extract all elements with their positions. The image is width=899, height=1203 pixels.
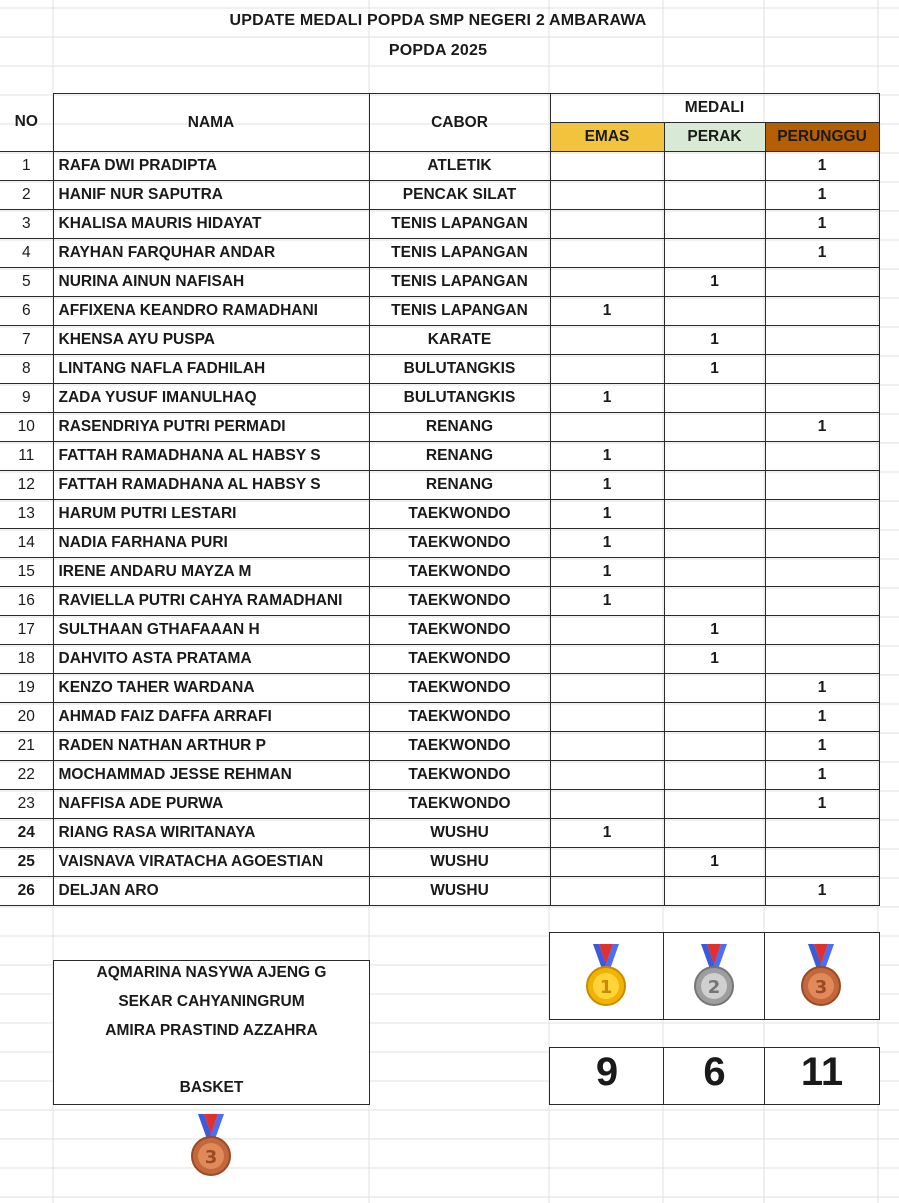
sport-name: RENANG	[369, 413, 550, 442]
row-number: 19	[0, 674, 53, 703]
gold-count: 1	[550, 442, 664, 471]
athlete-name: SULTHAAN GTHAFAAAN H	[53, 616, 369, 645]
athlete-name: VAISNAVA VIRATACHA AGOESTIAN	[53, 848, 369, 877]
gold-count: 1	[550, 819, 664, 848]
silver-count	[664, 819, 765, 848]
row-number: 8	[0, 355, 53, 384]
sport-name: KARATE	[369, 326, 550, 355]
sport-name: ATLETIK	[369, 152, 550, 181]
athlete-name: NURINA AINUN NAFISAH	[53, 268, 369, 297]
bronze-count	[765, 819, 879, 848]
row-number: 9	[0, 384, 53, 413]
table-row	[0, 703, 879, 732]
bronze-count: 1	[765, 877, 879, 906]
row-number: 4	[0, 239, 53, 268]
bronze-count: 1	[765, 210, 879, 239]
total-perak-cell	[663, 1047, 766, 1105]
gold-count: 1	[550, 587, 664, 616]
row-number: 13	[0, 500, 53, 529]
table-row	[0, 877, 879, 906]
bronze-count	[765, 268, 879, 297]
bronze-count	[765, 616, 879, 645]
athlete-name: NADIA FARHANA PURI	[53, 529, 369, 558]
sport-name: TAEKWONDO	[369, 645, 550, 674]
sport-name: TAEKWONDO	[369, 587, 550, 616]
athlete-name: RAVIELLA PUTRI CAHYA RAMADHANI	[53, 587, 369, 616]
header-medali: MEDALI	[550, 94, 879, 123]
sport-name: WUSHU	[369, 819, 550, 848]
sport-name: BULUTANGKIS	[369, 384, 550, 413]
bronze-count	[765, 529, 879, 558]
table-row	[0, 645, 879, 674]
team-cabor: BASKET	[179, 1079, 244, 1096]
bronze-count	[765, 384, 879, 413]
total-emas-cell	[549, 1047, 665, 1105]
sport-name: TENIS LAPANGAN	[369, 210, 550, 239]
table-row	[0, 152, 879, 181]
sport-name: TAEKWONDO	[369, 616, 550, 645]
silver-count	[664, 239, 765, 268]
table-row	[0, 790, 879, 819]
row-number: 16	[0, 587, 53, 616]
bronze-count	[765, 355, 879, 384]
silver-count: 1	[664, 645, 765, 674]
row-number: 1	[0, 152, 53, 181]
gold-count	[550, 326, 664, 355]
silver-medal-icon	[691, 942, 737, 1008]
silver-count: 1	[664, 355, 765, 384]
row-number: 7	[0, 326, 53, 355]
gold-count: 1	[550, 558, 664, 587]
medal-table	[0, 93, 880, 906]
athlete-name: RADEN NATHAN ARTHUR P	[53, 732, 369, 761]
table-row	[0, 413, 879, 442]
gold-count	[550, 413, 664, 442]
athlete-name: LINTANG NAFLA FADHILAH	[53, 355, 369, 384]
sport-name: TAEKWONDO	[369, 761, 550, 790]
table-row	[0, 239, 879, 268]
athlete-name: AHMAD FAIZ DAFFA ARRAFI	[53, 703, 369, 732]
athlete-name: RAYHAN FARQUHAR ANDAR	[53, 239, 369, 268]
total-perunggu-cell	[764, 1047, 880, 1105]
svg-text:2: 2	[707, 977, 721, 998]
row-number: 2	[0, 181, 53, 210]
header-emas: EMAS	[550, 123, 664, 152]
silver-count	[664, 297, 765, 326]
table-row	[0, 471, 879, 500]
sport-name: TENIS LAPANGAN	[369, 268, 550, 297]
bronze-count: 1	[765, 761, 879, 790]
silver-count	[664, 442, 765, 471]
header-nama: NAMA	[53, 94, 369, 152]
table-row	[0, 732, 879, 761]
row-number: 17	[0, 616, 53, 645]
table-row	[0, 326, 879, 355]
table-row	[0, 848, 879, 877]
table-row	[0, 500, 879, 529]
bronze-count	[765, 297, 879, 326]
sport-name: BULUTANGKIS	[369, 355, 550, 384]
row-number: 20	[0, 703, 53, 732]
silver-count: 1	[664, 848, 765, 877]
bronze-count	[765, 326, 879, 355]
athlete-name: FATTAH RAMADHANA AL HABSY S	[53, 471, 369, 500]
row-number: 15	[0, 558, 53, 587]
team-member: SEKAR CAHYANINGRUM	[118, 993, 305, 1010]
table-row	[0, 210, 879, 239]
row-number: 26	[0, 877, 53, 906]
row-number: 24	[0, 819, 53, 848]
bronze-count: 1	[765, 181, 879, 210]
row-number: 14	[0, 529, 53, 558]
row-number: 5	[0, 268, 53, 297]
svg-text:1: 1	[599, 977, 613, 998]
athlete-name: FATTAH RAMADHANA AL HABSY S	[53, 442, 369, 471]
sport-name: PENCAK SILAT	[369, 181, 550, 210]
silver-count	[664, 587, 765, 616]
sport-name: TAEKWONDO	[369, 500, 550, 529]
team-member: AMIRA PRASTIND AZZAHRA	[105, 1022, 318, 1039]
table-row	[0, 355, 879, 384]
sport-name: RENANG	[369, 471, 550, 500]
team-member: AQMARINA NASYWA AJENG G	[96, 964, 327, 981]
bronze-count	[765, 848, 879, 877]
silver-count	[664, 500, 765, 529]
header-no: NO	[0, 94, 53, 152]
table-row	[0, 558, 879, 587]
row-number: 3	[0, 210, 53, 239]
gold-count	[550, 877, 664, 906]
athlete-name: KHENSA AYU PUSPA	[53, 326, 369, 355]
athlete-name: IRENE ANDARU MAYZA M	[53, 558, 369, 587]
athlete-name: AFFIXENA KEANDRO RAMADHANI	[53, 297, 369, 326]
silver-count	[664, 471, 765, 500]
team-box	[53, 960, 370, 1105]
silver-count	[664, 558, 765, 587]
gold-medal-icon	[583, 942, 629, 1008]
gold-count	[550, 732, 664, 761]
athlete-name: RIANG RASA WIRITANAYA	[53, 819, 369, 848]
header-perunggu: PERUNGGU	[765, 123, 879, 152]
table-row	[0, 616, 879, 645]
athlete-name: DELJAN ARO	[53, 877, 369, 906]
silver-count	[664, 210, 765, 239]
bronze-count: 1	[765, 152, 879, 181]
bronze-count	[765, 558, 879, 587]
table-row	[0, 761, 879, 790]
silver-count: 1	[664, 616, 765, 645]
gold-count	[550, 790, 664, 819]
row-number: 22	[0, 761, 53, 790]
gold-count	[550, 152, 664, 181]
header-cabor: CABOR	[369, 94, 550, 152]
row-number: 11	[0, 442, 53, 471]
silver-count	[664, 877, 765, 906]
gold-count	[550, 645, 664, 674]
gold-count	[550, 355, 664, 384]
row-number: 23	[0, 790, 53, 819]
table-row	[0, 674, 879, 703]
sport-name: TAEKWONDO	[369, 732, 550, 761]
silver-count	[664, 703, 765, 732]
sport-name: RENANG	[369, 442, 550, 471]
sport-name: TAEKWONDO	[369, 674, 550, 703]
gold-count	[550, 181, 664, 210]
page-subtitle: POPDA 2025	[388, 42, 488, 59]
bronze-count: 1	[765, 703, 879, 732]
gold-count: 1	[550, 529, 664, 558]
silver-count	[664, 152, 765, 181]
silver-count	[664, 732, 765, 761]
row-number: 25	[0, 848, 53, 877]
silver-count: 1	[664, 326, 765, 355]
bronze-count: 1	[765, 732, 879, 761]
sport-name: TAEKWONDO	[369, 703, 550, 732]
sport-name: TAEKWONDO	[369, 558, 550, 587]
gold-count: 1	[550, 384, 664, 413]
gold-count	[550, 674, 664, 703]
silver-count	[664, 790, 765, 819]
athlete-name: KENZO TAHER WARDANA	[53, 674, 369, 703]
table-row	[0, 819, 879, 848]
gold-count	[550, 210, 664, 239]
bronze-count	[765, 442, 879, 471]
bronze-count	[765, 645, 879, 674]
athlete-name: RAFA DWI PRADIPTA	[53, 152, 369, 181]
table-row	[0, 297, 879, 326]
gold-count	[550, 239, 664, 268]
silver-count: 1	[664, 268, 765, 297]
row-number: 10	[0, 413, 53, 442]
silver-count	[664, 674, 765, 703]
bronze-medal-icon	[798, 942, 844, 1008]
athlete-name: MOCHAMMAD JESSE REHMAN	[53, 761, 369, 790]
bronze-count	[765, 471, 879, 500]
bronze-count: 1	[765, 239, 879, 268]
athlete-name: NAFFISA ADE PURWA	[53, 790, 369, 819]
table-row	[0, 587, 879, 616]
sport-name: TENIS LAPANGAN	[369, 239, 550, 268]
athlete-name: DAHVITO ASTA PRATAMA	[53, 645, 369, 674]
athlete-name: RASENDRIYA PUTRI PERMADI	[53, 413, 369, 442]
silver-count	[664, 384, 765, 413]
total-emas: 9	[595, 1050, 619, 1094]
table-row	[0, 442, 879, 471]
sport-name: TAEKWONDO	[369, 529, 550, 558]
bronze-count: 1	[765, 674, 879, 703]
svg-text:3: 3	[814, 977, 828, 998]
sport-name: TAEKWONDO	[369, 790, 550, 819]
bronze-count	[765, 500, 879, 529]
silver-count	[664, 761, 765, 790]
sport-name: WUSHU	[369, 877, 550, 906]
table-row	[0, 529, 879, 558]
table-row	[0, 268, 879, 297]
table-row	[0, 181, 879, 210]
header-perak: PERAK	[664, 123, 765, 152]
gold-count	[550, 268, 664, 297]
gold-count	[550, 761, 664, 790]
athlete-name: HANIF NUR SAPUTRA	[53, 181, 369, 210]
row-number: 21	[0, 732, 53, 761]
total-perak: 6	[703, 1050, 726, 1094]
bronze-count: 1	[765, 790, 879, 819]
team-bronze-medal-icon	[188, 1112, 234, 1178]
gold-count: 1	[550, 297, 664, 326]
athlete-name: KHALISA MAURIS HIDAYAT	[53, 210, 369, 239]
row-number: 12	[0, 471, 53, 500]
gold-count	[550, 848, 664, 877]
athlete-name: ZADA YUSUF IMANULHAQ	[53, 384, 369, 413]
total-perunggu: 11	[800, 1050, 844, 1094]
bronze-count: 1	[765, 413, 879, 442]
silver-count	[664, 413, 765, 442]
table-row	[0, 384, 879, 413]
athlete-name: HARUM PUTRI LESTARI	[53, 500, 369, 529]
sport-name: WUSHU	[369, 848, 550, 877]
bronze-count	[765, 587, 879, 616]
gold-count	[550, 616, 664, 645]
silver-count	[664, 529, 765, 558]
silver-count	[664, 181, 765, 210]
row-number: 6	[0, 297, 53, 326]
gold-count: 1	[550, 500, 664, 529]
row-number: 18	[0, 645, 53, 674]
gold-count	[550, 703, 664, 732]
svg-text:3: 3	[204, 1147, 218, 1168]
gold-count: 1	[550, 471, 664, 500]
page-title: UPDATE MEDALI POPDA SMP NEGERI 2 AMBARAWA	[229, 12, 647, 29]
sport-name: TENIS LAPANGAN	[369, 297, 550, 326]
